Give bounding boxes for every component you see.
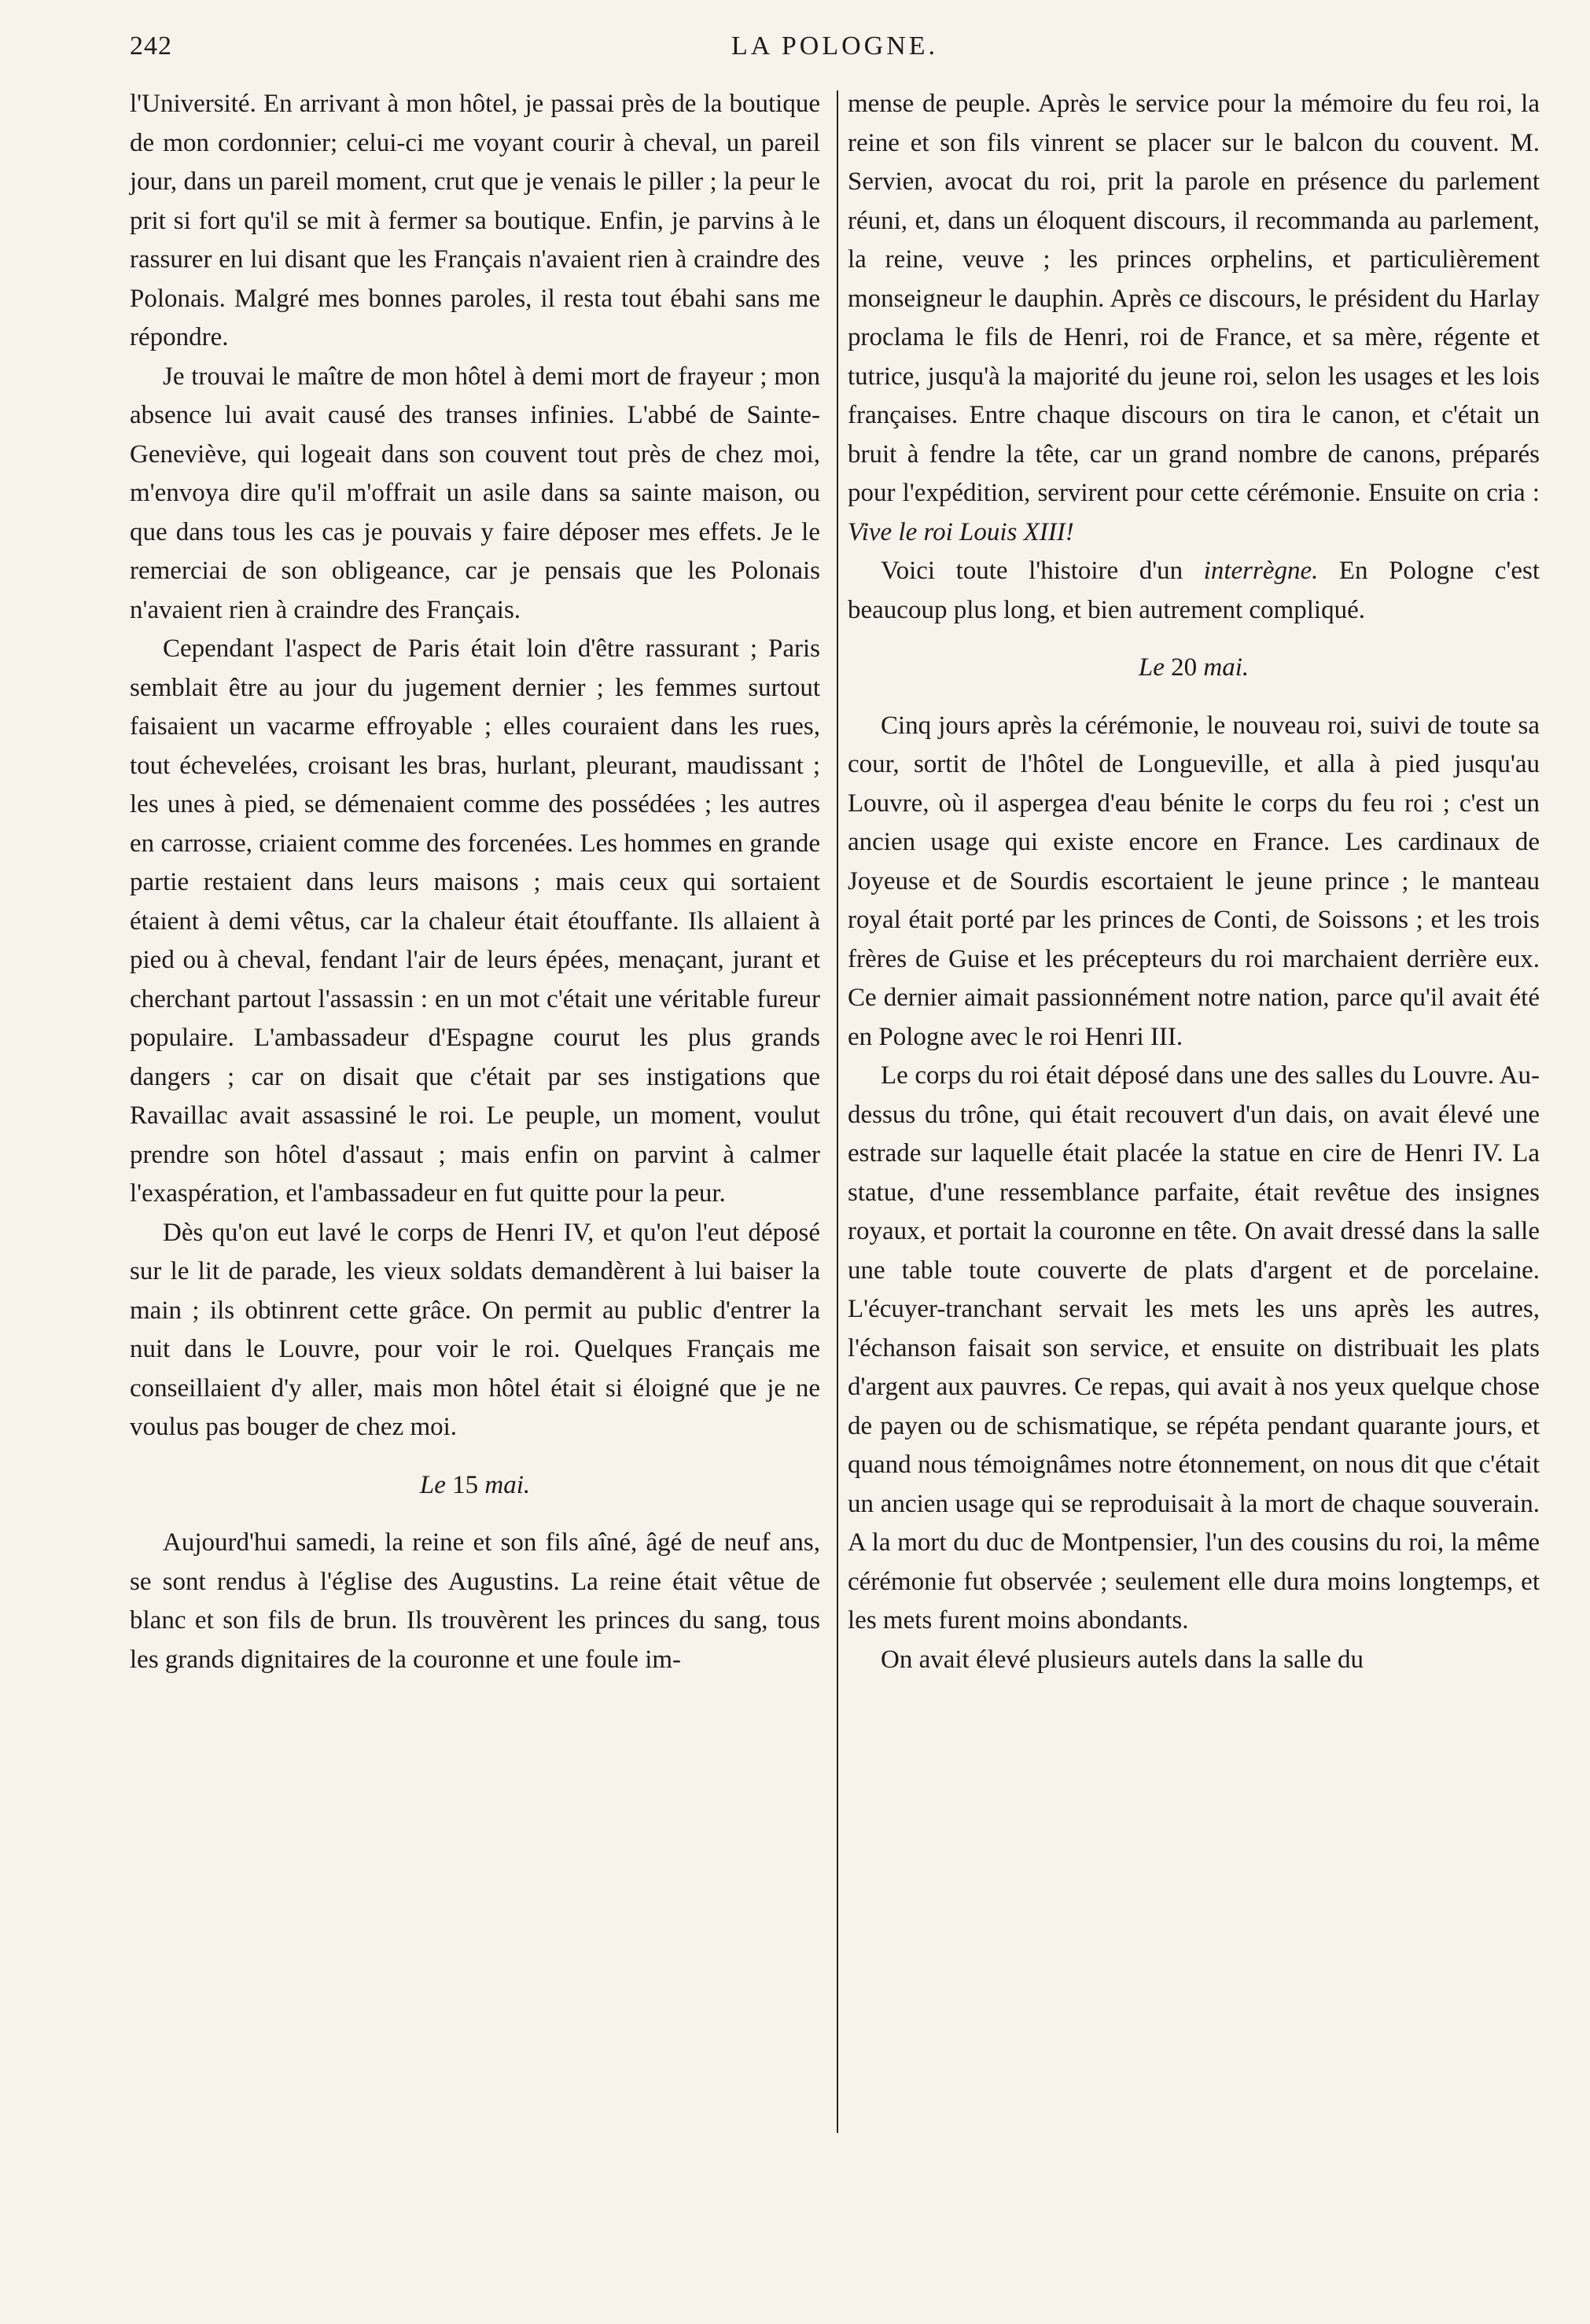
date-heading [130,1466,820,1506]
running-title: LA POLOGNE. [731,31,939,61]
paragraph: Cinq jours après la cérémonie, le nouveau roi, suivi de toute sa cour, sortit de l'hôtel de Longueville, et alla à pied jusqu'au Louvre, où il aspergea d'eau bénite le corps du feu roi ; c'est un ancien usage qui existe encore en France. Les cardinaux de Joyeuse et de Sourdis escortaient le jeune prince ; le manteau royal était porté par les princes de Conti, de Soissons ; et les trois frères de Guise et les précepteurs du roi marchaient derrière eux. Ce dernier aimait passionnément notre nation, parce qu'il avait été en Pologne avec le roi Henri III. [848,711,1540,1051]
paragraph: Le corps du roi était déposé dans une des salles du Louvre. Au-dessus du trône, qui était recouvert d'un dais, on avait élevé une estrade sur laquelle était placée la statue en cire de Henri IV. La statue, d'une ressemblance parfaite, était revêtue des insignes royaux, et portait la couronne en tête. On avait dressé dans la salle une table toute couverte de plats d'argent et de porcelaine. L'écuyer-tranchant servait les mets les uns après les autres, l'échanson faisait son service, et ensuite on distribuait les plats d'argent aux pauvres. Ce repas, qui avait à nos yeux quelque chose de payen ou de schismatique, se répéta pendant quarante jours, et quand nous témoignâmes notre étonnement, on nous dit que c'était un ancien usage qui se reproduisait à la mort de chaque souverain. A la mort du duc de Montpensier, l'un des cousins du roi, la même cérémonie fut observée ; seulement elle dura moins longtemps, et les mets furent moins abondants. [848,1061,1540,1635]
paragraph-text: mense de peuple. Après le service pour la mémoire du feu roi, la reine et son fils vinrent se placer sur le balcon du couvent. M. Servien, avocat du roi, prit la parole en présence du parlement réuni, et, dans un éloquent discours, il recommanda au parlement, la reine, veuve ; les princes orphelins, et particulièrement monseigneur le dauphin. Après ce discours, le président du Harlay proclama le fils de Henri, roi de France, et sa mère, régente et tutrice, jusqu'à la majorité du jeune roi, selon les usages et les lois françaises. Entre chaque discours on tira le canon, et c'était un bruit à fendre la tête, car un grand nombre de canons, préparés pour l'expédition, servirent pour cette cérémonie. Ensuite on cria : [848,90,1540,507]
date-heading-month: mai. [1203,653,1250,682]
date-heading-month: mai. [484,1470,531,1499]
italic-word: interrègne. [1203,557,1319,585]
date-heading [848,649,1540,688]
right-column [848,85,1540,1679]
page-number: 242 [130,31,172,61]
paragraph-text: Voici toute l'histoire d'un [881,557,1183,585]
paragraph: Je trouvai le maître de mon hôtel à demi mort de frayeur ; mon absence lui avait causé des transes infinies. L'abbé de Sainte-Geneviève, qui logeait dans son couvent tout près de chez moi, m'envoya dire qu'il m'offrait un asile dans sa sainte maison, ou que dans tous les cas je pouvais y faire déposer mes effets. Je le remerciai de son obligeance, car je pensais que les Polonais n'avaient rien à craindre des Français. [130,362,820,624]
paragraph: Cependant l'aspect de Paris était loin d'être rassurant ; Paris semblait être au jour du jugement dernier ; les femmes surtout faisaient un vacarme effroyable ; elles couraient dans les rues, tout échevelées, croisant les bras, hurlant, pleurant, maudissant ; les unes à pied, se démenaient comme des possédées ; les autres en carrosse, criaient comme des forcenées. Les hommes en grande partie restaient dans leurs maisons ; mais ceux qui sortaient étaient à demi vêtus, car la chaleur était étouffante. Ils allaient à pied ou à cheval, fendant l'air de leurs épées, menaçant, jurant et cherchant partout l'assassin : en un mot c'était une véritable fureur populaire. L'ambassadeur d'Espagne courut les plus grands dangers ; car on disait que c'était par ses instigations que Ravaillac avait assassiné le roi. Le peuple, un moment, voulut prendre son hôtel d'assaut ; mais enfin on parvint à calmer l'exaspération, et l'ambassadeur en fut quitte pour la peur. [130,634,820,1208]
paragraph [848,552,1540,630]
date-heading-day: 15 [452,1470,479,1499]
date-heading-le: Le [1138,653,1165,682]
left-column [130,85,820,1679]
column-divider [837,90,838,2133]
paragraph: l'Université. En arrivant à mon hôtel, je passai près de la boutique de mon cordonnier; celui-ci me voyant courir à cheval, un pareil jour, dans un pareil moment, crut que je venais le piller ; la peur le prit si fort qu'il se mit à fermer sa boutique. Enfin, je parvins à le rassurer en lui disant que les Français n'avaient rien à craindre des Polonais. Malgré mes bonnes paroles, il resta tout ébahi sans me répondre. [130,90,820,351]
royal-cry: Vive le roi Louis XIII! [848,517,1074,546]
paragraph: Dès qu'on eut lavé le corps de Henri IV, et qu'on l'eut déposé sur le lit de parade, les vieux soldats demandèrent à lui baiser la main ; ils obtinrent cette grâce. On permit au public d'entrer la nuit dans le Louvre, pour voir le roi. Quelques Français me conseillaient d'y aller, mais mon hôtel était si éloigné que je ne voulus pas bouger de chez moi. [130,1218,820,1441]
page-header [130,31,1540,63]
paragraph [848,85,1540,552]
date-heading-le: Le [419,1470,446,1499]
date-heading-day: 20 [1171,653,1198,682]
paragraph: On avait élevé plusieurs autels dans la salle du [881,1645,1364,1674]
paragraph-text: En Pologne c'est beaucoup plus long, et bien autrement compliqué. [848,557,1540,624]
paragraph: Aujourd'hui samedi, la reine et son fils aîné, âgé de neuf ans, se sont rendus à l'église des Augustins. La reine était vêtue de blanc et son fils de brun. Ils trouvèrent les princes du sang, tous les grands dignitaires de la couronne et une foule im- [130,1528,820,1674]
